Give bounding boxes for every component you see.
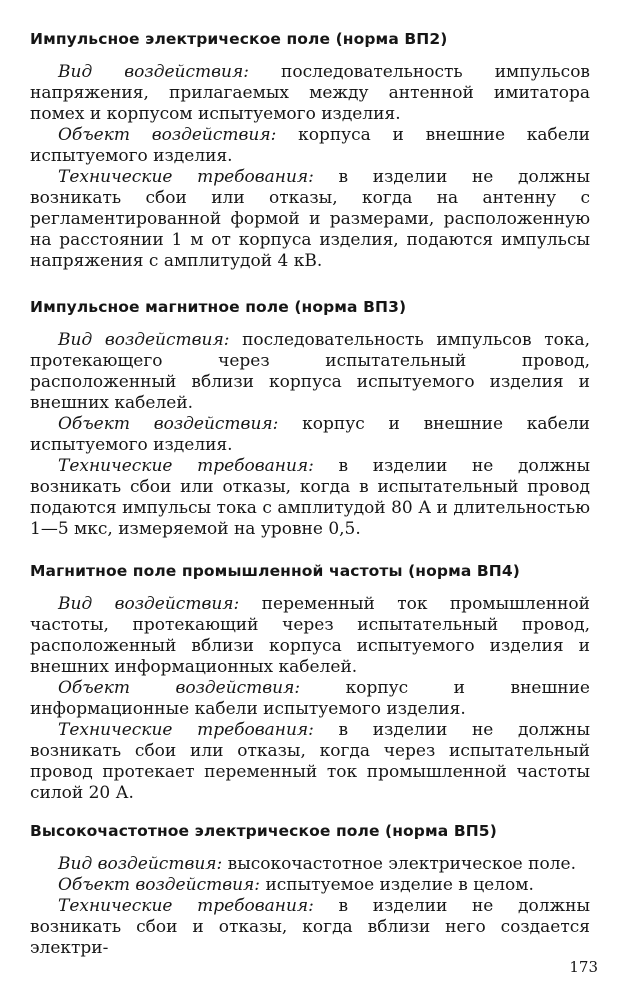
paragraph-text: корпус и внешние кабели испытуемого изделия. (30, 414, 590, 455)
paragraph-label: Вид воздействия: (58, 330, 230, 350)
paragraph-label: Технические требования: (58, 720, 314, 740)
paragraph-text: переменный ток промышленной частоты, протекающий через испытательный провод, расположенный вблизи корпуса испытуемого изделия и внешних информационных кабелей. (30, 594, 590, 677)
paragraph-text: высокочастотное электрическое поле. (222, 854, 576, 874)
section-vp3 (30, 298, 590, 540)
paragraph-requirements (30, 456, 590, 540)
paragraph-label: Вид воздействия: (58, 854, 223, 874)
paragraph-label: Объект воздействия: (58, 125, 277, 145)
paragraph-label: Технические требования: (58, 167, 314, 187)
paragraph-impact-type (30, 594, 590, 678)
paragraph-label: Технические требования: (58, 896, 314, 916)
paragraph-label: Объект воздействия: (58, 875, 261, 895)
paragraph-requirements (30, 896, 590, 959)
paragraph-text: в изделии не должны возникать сбои и отказы, когда вблизи него создается электри- (30, 896, 590, 958)
paragraph-impact-type (30, 62, 590, 125)
page-number: 173 (569, 958, 598, 976)
paragraph-impact-type (30, 854, 590, 875)
paragraph-label: Объект воздействия: (58, 414, 279, 434)
paragraph-text: в изделии не должны возникать сбои или отказы, когда в испытательный провод подаются импульсы тока с амплитудой 80 А и длительностью 1—5 мкс, измеряемой на уровне 0,5. (30, 456, 590, 539)
paragraph-text: последовательность импульсов напряжения, прилагаемых между антенной имитатора помех и корпусом испытуемого изделия. (30, 62, 590, 124)
paragraph-requirements (30, 720, 590, 804)
paragraph-impact-type (30, 330, 590, 414)
paragraph-text: в изделии не должны возникать сбои или отказы, когда на антенну с регламентированной формой и размерами, расположенную на расстоянии 1 м от корпуса изделия, подаются импульсы напряжения с амплитудой 4 кВ. (30, 167, 590, 271)
section-heading: Высокочастотное электрическое поле (норма ВП5) (30, 822, 497, 840)
section-vp4 (30, 562, 590, 804)
paragraph-label: Технические требования: (58, 456, 314, 476)
paragraph-impact-object (30, 678, 590, 720)
paragraph-impact-object (30, 414, 590, 456)
paragraph-impact-object (30, 875, 590, 896)
paragraph-label: Вид воздействия: (58, 594, 240, 614)
paragraph-text: корпуса и внешние кабели испытуемого изделия. (30, 125, 590, 166)
paragraph-label: Вид воздействия: (58, 62, 249, 82)
section-heading: Импульсное магнитное поле (норма ВП3) (30, 298, 407, 316)
paragraph-label: Объект воздействия: (58, 678, 301, 698)
section-heading: Импульсное электрическое поле (норма ВП2) (30, 30, 448, 48)
paragraph-text: в изделии не должны возникать сбои или отказы, когда через испытательный провод протекает переменный ток промышленной частоты силой 20 А. (30, 720, 590, 803)
paragraph-text: корпус и внешние информационные кабели испытуемого изделия. (30, 678, 590, 719)
section-heading: Магнитное поле промышленной частоты (норма ВП4) (30, 562, 520, 580)
paragraph-impact-object (30, 125, 590, 167)
paragraph-text: испытуемое изделие в целом. (260, 875, 534, 895)
paragraph-text: последовательность импульсов тока, протекающего через испытательный провод, расположенный вблизи корпуса испытуемого изделия и внешних кабелей. (30, 330, 590, 413)
paragraph-requirements (30, 167, 590, 272)
section-vp5 (30, 822, 590, 959)
section-vp2 (30, 30, 590, 272)
